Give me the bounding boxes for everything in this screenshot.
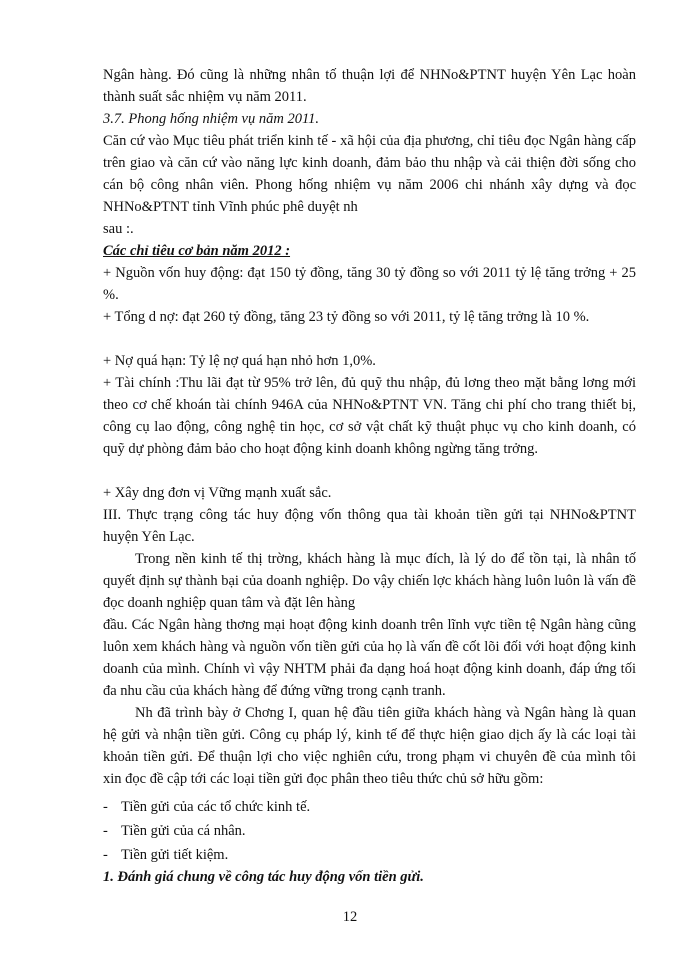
heading-3-7: 3.7. Phong hống nhiệm vụ năm 2011. — [103, 111, 319, 127]
bullet-marker: - — [103, 823, 108, 839]
bullet-text: Tiền gửi tiết kiệm. — [121, 847, 229, 863]
item-no-qua-han: + Nợ quá hạn: Tỷ lệ nợ quá hạn nhỏ hơn 1,0%. — [103, 353, 376, 369]
heading-1: 1. Đánh giá chung về công tác huy động vốn tiền gửi. — [103, 869, 424, 885]
bullet-text: Tiền gửi của các tổ chức kinh tế. — [121, 799, 311, 815]
item-tong-du-no: + Tổng d nợ: đạt 260 tỷ đồng, tăng 23 tỷ đồng so với 2011, tỷ lệ tăng trởng là 10 %. — [103, 309, 590, 325]
item-nguon-von: + Nguồn vốn huy động: đạt 150 tỷ đồng, tăng 30 tỷ đồng so với 2011 tỷ lệ tăng trởng + 25 %. — [103, 265, 636, 303]
paragraph-can-cu: Căn cứ vào Mục tiêu phát triển kinh tế - xã hội của địa phương, chỉ tiêu đọc Ngân hàng cấp trên giao và căn cứ vào năng lực kinh doanh, đảm bảo thu nhập và cải thiện đời sống cho cán bộ công nhân viên. Phong hống nhiệm vụ năm 2006 chi nhánh xây dựng và đọc NHNo&PTNT tỉnh Vĩnh phúc phê duyệt nh — [103, 133, 636, 215]
item-tai-chinh: + Tài chính :Thu lãi đạt từ 95% trở lên, đủ quỹ thu nhập, đủ lơng theo mặt bằng lơng mới theo cơ chế khoán tài chính 946A của NHNo&PTNT VN. Tăng chi phí cho trang thiết bị, công cụ lao động, công nghệ tin học, cơ sở vật chất kỹ thuật phục vụ cho kinh doanh, có quỹ dự phòng đảm bảo cho hoạt động kinh doanh không ngừng tăng trởng. — [103, 375, 636, 457]
paragraph-trong-nen-2: đầu. Các Ngân hàng thơng mại hoạt động kinh doanh trên lĩnh vực tiền tệ Ngân hàng cũng luôn xem khách hàng và nguồn vốn tiền gửi của họ là vấn đề cốt lõi đối với hoạt động kinh doanh của mình. Chính vì vậy NHTM phải đa dạng hoá hoạt động kinh doanh, đáp ứng tối đa nhu cầu của khách hàng để đứng vững trong cạnh tranh. — [103, 617, 636, 699]
bullet-item — [103, 796, 310, 818]
paragraph-sau: sau :. — [103, 221, 134, 237]
bullet-text: Tiền gửi của cá nhân. — [121, 823, 246, 839]
heading-III: III. Thực trạng công tác huy động vốn thông qua tài khoản tiền gửi tại NHNo&PTNT huyện Yên Lạc. — [103, 507, 636, 545]
item-xay-dung: + Xây dng đơn vị Vững mạnh xuất sắc. — [103, 485, 332, 501]
bullet-item — [103, 844, 228, 866]
page-number: 12 — [342, 909, 358, 925]
paragraph-trong-nen-1: Trong nền kinh tế thị trờng, khách hàng là mục đích, là lý do để tồn tại, là nhân tố quyết định sự thành bại của doanh nghiệp. Do vậy chiến lợc khách hàng luôn luôn là vấn đề đọc doanh nghiệp quan tâm và đặt lên hàng — [103, 551, 636, 611]
bullet-item — [103, 820, 246, 842]
bullet-marker: - — [103, 847, 108, 863]
paragraph-nh-da: Nh đã trình bày ở Chơng I, quan hệ đầu tiên giữa khách hàng và Ngân hàng là quan hệ gửi và nhận tiền gửi. Công cụ pháp lý, kinh tế để thực hiện giao dịch ấy là các loại tài khoản tiền gửi. Để thuận lợi cho việc nghiên cứu, trong phạm vi chuyên đề của mình tôi xin đọc đề cập tới các loại tiền gửi đọc phân theo tiêu thức chủ sở hữu gồm: — [103, 705, 636, 787]
heading-chi-tieu: Các chỉ tiêu cơ bản năm 2012 : — [103, 243, 291, 259]
bullet-marker: - — [103, 799, 108, 815]
paragraph-intro: Ngân hàng. Đó cũng là những nhân tố thuận lợi để NHNo&PTNT huyện Yên Lạc hoàn thành suất sắc nhiệm vụ năm 2011. — [103, 67, 636, 105]
